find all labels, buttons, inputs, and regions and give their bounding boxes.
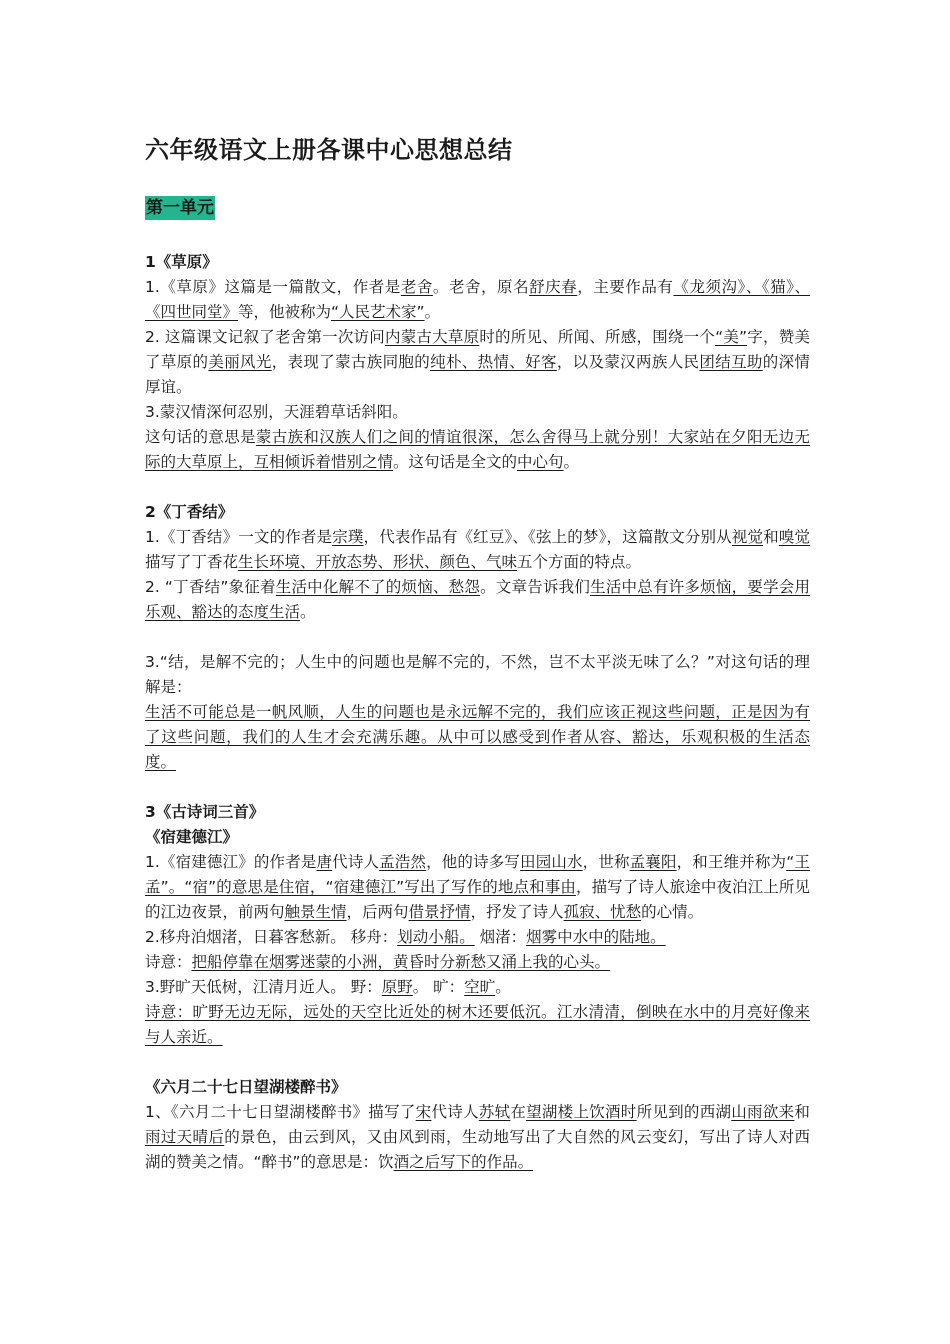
underlined-text: 划动小船。 xyxy=(397,928,475,946)
underlined-text: 山雨欲来 xyxy=(731,1103,795,1121)
text-run: 。 xyxy=(300,603,316,621)
text-run: 和 xyxy=(794,1103,810,1121)
unit-heading-wrap xyxy=(145,196,810,220)
text-run: ，以及蒙汉两族人民 xyxy=(556,353,700,371)
text-run: 时的所见、所闻、所感，围绕一个 xyxy=(479,328,716,346)
paragraph xyxy=(145,700,810,775)
underlined-text: 空旷 xyxy=(464,978,496,996)
paragraph xyxy=(145,850,810,925)
text-run: 。这句话是全文的 xyxy=(393,453,518,471)
text-run: 代诗人 xyxy=(431,1103,479,1121)
underlined-text: 中心句 xyxy=(517,453,564,471)
underlined-text: 视觉 xyxy=(731,528,764,546)
text-run: 。 xyxy=(563,453,580,471)
text-run: ，世称 xyxy=(582,853,630,871)
paragraph xyxy=(145,975,810,1000)
underlined-text: 酒之后写下的作品。 xyxy=(393,1153,534,1171)
underlined-text: 生长环境、开放态势、形状、颜色、气味 xyxy=(238,553,518,571)
underlined-text: 触景生情 xyxy=(284,903,347,921)
underlined-text: 生活不可能总是一帆风顺，人生的问题也是永远解不完的，我们应该正视这些问题，正是因为有了这些问题，我们的人生才会充满乐趣。从中可以感受到作者从容、豁达，乐观积极的生活态度。 xyxy=(145,703,810,771)
text-run: 3.野旷天低树，江清月近人。 野： xyxy=(145,978,382,996)
underlined-text: 原野 xyxy=(381,978,413,996)
underlined-text: 蒙古族和汉族人们之间的情谊很深，怎么舍得马上就分别！大家站在夕阳无边无际的大草原上，互相倾诉着惜别之情 xyxy=(145,428,810,471)
underlined-text: 田园山水 xyxy=(520,853,583,871)
underlined-text: 老舍 xyxy=(400,278,433,296)
underlined-text: 苏轼 xyxy=(478,1103,511,1121)
text-run: 3.蒙汉情深何忍别，天涯碧草话斜阳。 xyxy=(145,403,408,421)
text-run: ，代表作品有《红豆》、《弦上的梦》，这篇散文分别从 xyxy=(363,528,732,546)
text-run: 2. 这篇课文记叙了老舍第一次访问 xyxy=(145,328,385,346)
unit-heading: 第一单元 xyxy=(146,198,214,218)
paragraph xyxy=(145,1100,810,1175)
text-run: 。老舍，原名 xyxy=(432,278,530,296)
text-run: 。 xyxy=(495,978,511,996)
text-run: ，主要作品有 xyxy=(577,278,674,296)
paragraph xyxy=(145,650,810,700)
text-run: 这句话的意思是 xyxy=(145,428,256,446)
underlined-text: 宗璞 xyxy=(332,528,364,546)
text-run: 1.《丁香结》一文的作者是 xyxy=(145,528,333,546)
underlined-text: 唐 xyxy=(316,853,333,871)
document-page xyxy=(145,132,810,1175)
underlined-text: “美” xyxy=(715,328,748,346)
underlined-text: 内蒙古大草原 xyxy=(385,328,480,346)
underlined-text: 生活中总有许多烦恼，要学会用乐观、豁达的态度生活 xyxy=(145,578,810,621)
underlined-text: 把船停靠在烟雾迷蒙的小洲，黄昏时分新愁又涌上我的心头。 xyxy=(191,953,611,971)
paragraph xyxy=(145,325,810,400)
page-title: 六年级语文上册各课中心思想总结 xyxy=(145,136,513,164)
underlined-text: 舒庆春 xyxy=(529,278,578,296)
text-run: 五个方面的特点。 xyxy=(517,553,642,571)
text-run: 代诗人 xyxy=(332,853,380,871)
text-run: 。文章告诉我们 xyxy=(480,578,591,596)
poem-heading: 《六月二十七日望湖楼醉书》 xyxy=(145,1078,347,1096)
paragraph xyxy=(145,950,810,975)
underlined-text: 《龙须沟》、《猫》、《四世同堂》 xyxy=(145,278,810,321)
underlined-text: 纯朴、热情、好客 xyxy=(430,353,557,371)
underlined-text: 美丽风光 xyxy=(208,353,272,371)
text-run: 所见到的西湖 xyxy=(636,1103,732,1121)
paragraph xyxy=(145,525,810,575)
underlined-text: 团结互助 xyxy=(699,353,763,371)
underlined-text: 孟浩然 xyxy=(379,853,427,871)
underlined-text: 借景抒情 xyxy=(408,903,471,921)
lesson-heading: 2《丁香结》 xyxy=(145,503,234,521)
text-run: 1、《六月二十七日望湖楼醉书》描写了 xyxy=(145,1103,416,1121)
text-run: 等，他被称为 xyxy=(238,303,332,321)
text-run: 描写了丁香花 xyxy=(145,553,239,571)
text-run: 3.“结，是解不完的；人生中的问题也是解不完的，不然，岂不太平淡无味了么？”对这句话的理解是： xyxy=(145,653,810,696)
underlined-text: 宋 xyxy=(415,1103,432,1121)
text-run: ，抒发了诗人 xyxy=(470,903,564,921)
text-run: 字，赞美了草原的 xyxy=(145,328,810,371)
paragraph xyxy=(145,275,810,325)
paragraph xyxy=(145,1000,810,1050)
underlined-text: 孟襄阳 xyxy=(629,853,677,871)
underlined-text: 烟雾中水中的陆地。 xyxy=(526,928,666,946)
underlined-text: 望湖楼上饮酒时 xyxy=(526,1103,637,1121)
text-run: 1.《草原》这篇是一篇散文，作者是 xyxy=(145,278,401,296)
paragraph xyxy=(145,925,810,950)
underlined-text: “王孟”。“宿”的意思是住宿，“宿建德江”写出了写作的地点和事由 xyxy=(145,853,810,896)
text-run: 的心情。 xyxy=(641,903,704,921)
lesson-heading: 1《草原》 xyxy=(145,253,218,271)
text-run: ，表现了蒙古族同胞的 xyxy=(271,353,431,371)
text-run: 。 xyxy=(424,303,441,321)
lesson-heading: 3《古诗词三首》 xyxy=(145,803,265,821)
text-run: 2.移舟泊烟渚，日暮客愁新。 移舟： xyxy=(145,928,398,946)
underlined-text: 雨过天晴后 xyxy=(145,1128,225,1146)
text-run: ，和王维并称为 xyxy=(676,853,787,871)
text-run: 的景色，由云到风，又由风到雨，生动地写出了大自然的风云变幻，写出了诗人对西湖的赞美之情。“醉书”的意思是：饮 xyxy=(145,1128,810,1171)
text-run: 2. “丁香结”象征着 xyxy=(145,578,276,596)
underlined-text: 诗意：旷野无边无际，远处的天空比近处的树木还要低沉。江水清清，倒映在水中的月亮好像来与人亲近。 xyxy=(145,1003,810,1046)
text-run: 在 xyxy=(510,1103,527,1121)
underlined-text: 孤寂、忧愁 xyxy=(563,903,642,921)
underlined-text: 生活中化解不了的烦恼、愁怨 xyxy=(275,578,481,596)
underlined-text: “人民艺术家” xyxy=(331,303,425,321)
underlined-text: 嗅觉 xyxy=(778,528,810,546)
text-run: 1.《宿建德江》的作者是 xyxy=(145,853,317,871)
text-run: 诗意： xyxy=(145,953,192,971)
paragraph xyxy=(145,400,810,425)
text-run: 和 xyxy=(763,528,779,546)
paragraph xyxy=(145,425,810,475)
text-run: 烟渚： xyxy=(474,928,527,946)
paragraph xyxy=(145,575,810,625)
poem-heading: 《宿建德江》 xyxy=(145,828,239,846)
text-run: 的深情厚谊。 xyxy=(145,353,810,396)
text-run: ，描写了诗人旅途中夜泊江上所见的江边夜景，前两句 xyxy=(145,878,810,921)
text-run: ，他的诗多写 xyxy=(426,853,521,871)
text-run: ，后两句 xyxy=(346,903,409,921)
text-run: 。 旷： xyxy=(412,978,465,996)
